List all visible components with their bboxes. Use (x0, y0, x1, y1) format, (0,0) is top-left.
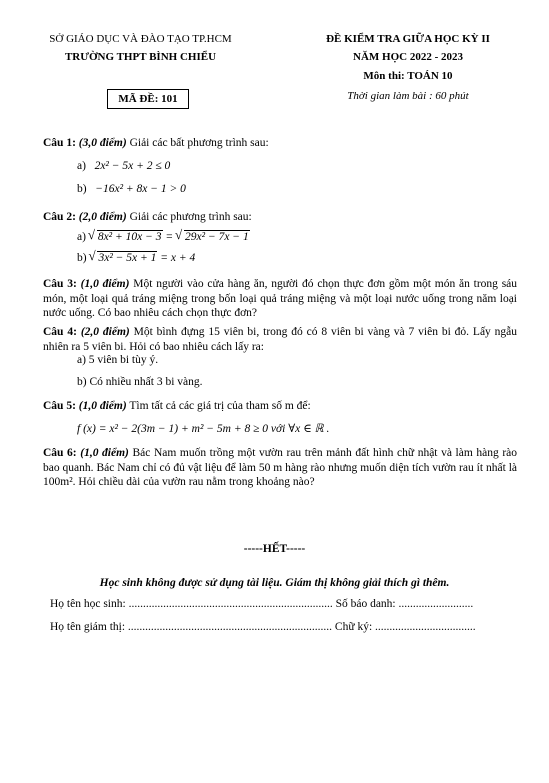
q2-a-right: 29x² − 7x − 1 (185, 231, 249, 243)
question-6 (43, 446, 517, 490)
q1-a-expr: 2x² − 5x + 2 ≤ 0 (94, 160, 171, 172)
q1-part-a (77, 159, 170, 174)
q6-label: Câu 6: (43, 447, 77, 459)
time-limit: Thời gian làm bài : 60 phút (347, 90, 469, 102)
q4-text: Một bình đựng 15 viên bi, trong đó có 8 viên bi vàng và 7 viên bi đỏ. Lấy ngẫu nhiên ra 5 viên bi. Hỏi có bao nhiêu cách lấy ra: (43, 326, 518, 353)
q3-points: (1,0 điểm) (80, 278, 130, 290)
school-name: TRƯỜNG THPT BÌNH CHIỂU (64, 51, 217, 63)
q1-part-b (77, 182, 186, 197)
question-3 (43, 277, 517, 321)
question-4 (43, 325, 517, 354)
q2-a-eq: = (162, 231, 177, 243)
q1-text: Giải các bất phương trình sau: (129, 137, 269, 149)
q2-b-left: 3x² − 5x + 1 (98, 252, 157, 264)
question-2 (43, 210, 513, 225)
q5-text: Tìm tất cả các giá trị của tham số m để: (129, 400, 311, 412)
q4-points: (2,0 điểm) (80, 326, 130, 338)
q1-points: (3,0 điểm) (78, 137, 127, 149)
exam-code-box: MÃ ĐỀ: 101 (107, 89, 189, 109)
student-info-line: Họ tên học sinh: ....................................................................... Số báo danh: .......................... (50, 598, 474, 610)
question-1 (43, 136, 513, 151)
q2-label: Câu 2: (43, 211, 76, 223)
q5-points: (1,0 điểm) (78, 400, 127, 412)
q3-label: Câu 3: (43, 278, 77, 290)
q5-expression (77, 422, 329, 437)
q1-a-label: a) (77, 160, 86, 172)
subject: Môn thi: TOÁN 10 (363, 70, 453, 82)
q5-expr: f (x) = x² − 2(3m − 1) + m² − 5m + 8 ≥ 0 với ∀x ∈ ℝ . (77, 423, 330, 435)
school-year: NĂM HỌC 2022 - 2023 (353, 51, 463, 63)
q2-part-a (77, 230, 250, 245)
q2-b-label: b) (77, 252, 87, 264)
q3-text: Một người vào cửa hàng ăn, người đó chọn thực đơn gồm một món ăn trong sáu món, một loại quả tráng miệng trong bốn loại quả tráng miệng và một loại nước uống trong năm loại nước uống. Có bao nhiêu cách chọn thực đơn? (43, 278, 518, 319)
q2-a-left: 8x² + 10x − 3 (97, 231, 162, 243)
q6-points: (1,0 điểm) (80, 447, 129, 459)
q5-label: Câu 5: (43, 400, 76, 412)
q1-label: Câu 1: (43, 137, 76, 149)
proctor-info-line: Họ tên giám thị: ....................................................................... Chữ ký: ................................... (50, 621, 476, 633)
q2-b-right: = x + 4 (157, 252, 196, 264)
q2-part-b (77, 251, 195, 266)
department-name: SỞ GIÁO DỤC VÀ ĐÀO TẠO TP.HCM (49, 33, 232, 45)
exam-title: ĐỀ KIỂM TRA GIỮA HỌC KỲ II (326, 33, 490, 45)
end-marker: -----HẾT----- (243, 543, 306, 555)
q6-text: Bác Nam muốn trồng một vườn rau trên mảnh đất hình chữ nhật và làm hàng rào bao quanh. Bác Nam chỉ có đủ vật liệu để làm 50 m hàng rào nhưng muốn diện tích vườn rau ít nhất là 100m². Hỏi chiều dài của vườn rau nằm trong khoảng nào? (43, 447, 518, 488)
q2-a-label: a) (77, 231, 86, 243)
exam-note: Học sinh không được sử dụng tài liệu. Giám thị không giải thích gì thêm. (99, 577, 450, 589)
q2-points: (2,0 điểm) (78, 211, 127, 223)
q4-part-a: a) 5 viên bi tùy ý. (77, 354, 159, 366)
question-5 (43, 399, 513, 414)
q4-label: Câu 4: (43, 326, 77, 338)
q4-part-b: b) Có nhiều nhất 3 bi vàng. (77, 376, 203, 388)
q1-b-label: b) (77, 183, 87, 195)
q1-b-expr: −16x² + 8x − 1 > 0 (95, 183, 186, 195)
q2-text: Giải các phương trình sau: (129, 211, 252, 223)
